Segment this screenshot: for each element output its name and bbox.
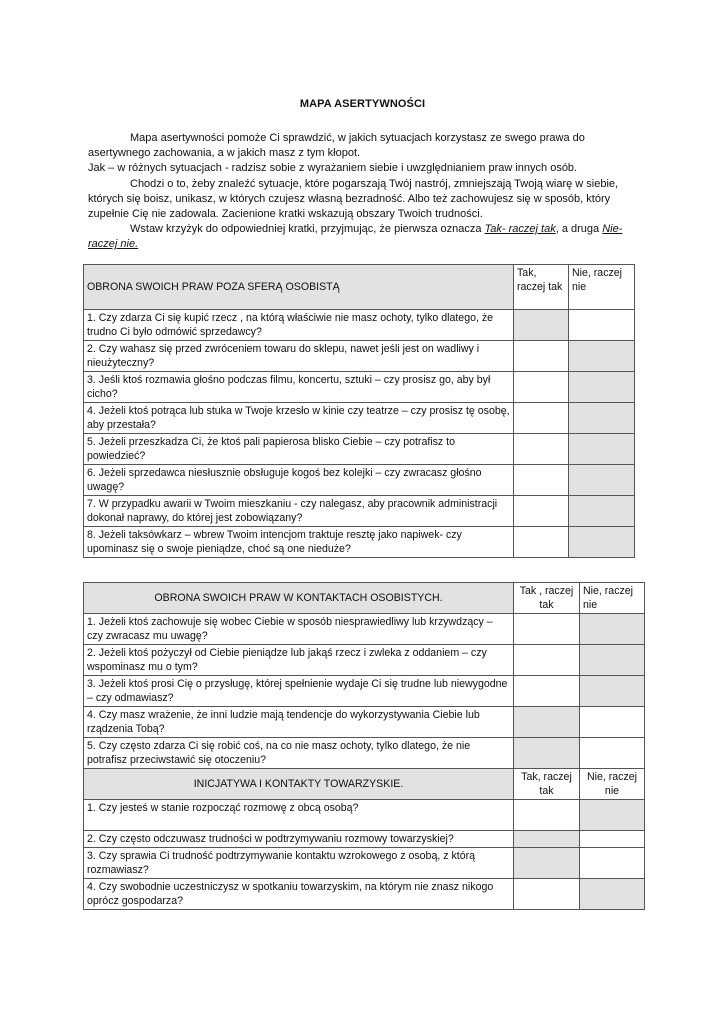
table-rights-outside-personal [83,264,635,558]
answer-yes-cell[interactable] [514,645,580,676]
answer-yes-cell[interactable] [514,879,580,910]
question-cell: 7. W przypadku awarii w Twoim mieszkaniu - czy nalegasz, aby pracownik administracji dokonał naprawy, do której jest zobowiązany? [84,496,514,527]
table-rights-personal-contacts [83,582,645,910]
table-row [84,831,645,848]
answer-yes-cell[interactable] [514,465,569,496]
table-row [84,879,645,910]
table-row [84,614,645,645]
answer-no-cell[interactable] [569,496,635,527]
question-cell: 4. Czy swobodnie uczestniczysz w spotkaniu towarzyskim, na którym nie znasz nikogo oprócz gospodarza? [84,879,514,910]
table-header-title: OBRONA SWOICH PRAW POZA SFERĄ OSOBISTĄ [84,265,514,310]
table-subheader-title: INICJATYWA I KONTAKTY TOWARZYSKIE. [84,769,514,800]
table-subheader-no: Nie, raczej nie [580,769,645,800]
table-header-no: Nie, raczej nie [569,265,635,310]
question-cell: 2. Jeżeli ktoś pożyczył od Ciebie pieniądze lub jakąś rzecz i zwleka z oddaniem – czy wspominasz mu o tym? [84,645,514,676]
question-cell: 1. Czy zdarza Ci się kupić rzecz , na którą właściwie nie masz ochoty, tylko dlatego, że trudno Ci było odmówić sprzedawcy? [84,310,514,341]
table-header-yes: Tak, raczej tak [514,265,569,310]
table-header-title: OBRONA SWOICH PRAW W KONTAKTACH OSOBISTYCH. [84,583,514,614]
answer-no-cell[interactable] [569,310,635,341]
answer-yes-cell[interactable] [514,403,569,434]
page-title: MAPA ASERTYWNOŚCI [299,98,426,110]
table-row [84,738,645,769]
table-subheader-row [84,769,645,800]
table-row [84,465,635,496]
answer-yes-cell[interactable] [514,434,569,465]
table-header-yes: Tak , raczej tak [514,583,580,614]
intro-paragraph-2: Jak – w różnych sytuacjach - radzisz sobie z wyrażaniem siebie i uwzględnianiem praw innych osób. [88,162,578,175]
answer-yes-cell[interactable] [514,310,569,341]
answer-no-cell[interactable] [580,738,645,769]
answer-yes-cell[interactable] [514,676,580,707]
table-row [84,310,635,341]
answer-yes-cell[interactable] [514,738,580,769]
intro-text [88,131,636,253]
table-row [84,527,635,558]
answer-yes-cell[interactable] [514,707,580,738]
intro-paragraph-4 [88,222,636,252]
table-row [84,676,645,707]
table-header-row [84,583,645,614]
table-row [84,848,645,879]
answer-yes-cell[interactable] [514,614,580,645]
answer-no-cell[interactable] [569,403,635,434]
answer-yes-cell[interactable] [514,848,580,879]
table-row [84,341,635,372]
answer-no-cell[interactable] [580,645,645,676]
answer-no-cell[interactable] [580,614,645,645]
question-cell: 1. Jeżeli ktoś zachowuje się wobec Ciebie w sposób niesprawiedliwy lub krzywdzący – czy zwracasz mu uwagę? [84,614,514,645]
answer-no-cell[interactable] [580,831,645,848]
question-cell: 2. Czy wahasz się przed zwróceniem towaru do sklepu, nawet jeśli jest on wadliwy i nieużyteczny? [84,341,514,372]
question-cell: 6. Jeżeli sprzedawca niesłusznie obsługuje kogoś bez kolejki – czy zwracasz głośno uwagę? [84,465,514,496]
answer-no-cell[interactable] [569,527,635,558]
answer-no-cell[interactable] [580,848,645,879]
question-cell: 5. Jeżeli przeszkadza Ci, że ktoś pali papierosa blisko Ciebie – czy potrafisz to powiedzieć? [84,434,514,465]
question-cell: 3. Jeżeli ktoś prosi Cię o przysługę, której spełnienie wydaje Ci się trudne lub niewygodne – czy odmawiasz? [84,676,514,707]
intro-paragraph-3: Chodzi o to, żeby znaleźć sytuacje, które pogarszają Twój nastrój, zmniejszają Twoją wiarę w siebie, których się boisz, unikasz, w których czujesz własną bezradność. Albo też zachowujesz się w sposób, który zupełnie Cię nie zadowala. Zacienione kratki wskazują obszary Twoich trudności. [88,177,619,221]
question-cell: 1. Czy jesteś w stanie rozpocząć rozmowę z obcą osobą? [84,800,514,831]
answer-no-cell[interactable] [580,676,645,707]
intro-p4-middle: , a druga [555,223,603,236]
table-header-no: Nie, raczej nie [580,583,645,614]
answer-no-cell[interactable] [569,434,635,465]
answer-no-cell[interactable] [569,341,635,372]
answer-no-cell[interactable] [580,879,645,910]
question-cell: 8. Jeżeli taksówkarz – wbrew Twoim intencjom traktuje resztę jako napiwek- czy upominasz się o swoje pieniądze, choć są one nieduże? [84,527,514,558]
intro-paragraph-1: Mapa asertywności pomoże Ci sprawdzić, w jakich sytuacjach korzystasz ze swego prawa do asertywnego zachowania, a w jakich masz z tym kłopot. [88,132,585,160]
table-row [84,800,645,831]
answer-yes-cell[interactable] [514,527,569,558]
table-row [84,496,635,527]
table-row [84,707,645,738]
question-cell: 2. Czy często odczuwasz trudności w podtrzymywaniu rozmowy towarzyskiej? [84,831,514,848]
intro-p4-nie: Nie- raczej nie. [88,223,623,251]
table-header-row [84,265,635,310]
answer-yes-cell[interactable] [514,372,569,403]
question-cell: 5. Czy często zdarza Ci się robić coś, na co nie masz ochoty, tylko dlatego, że nie potrafisz przeciwstawić się otoczeniu? [84,738,514,769]
question-cell: 4. Czy masz wrażenie, że inni ludzie mają tendencje do wykorzystywania Ciebie lub rządzenia Tobą? [84,707,514,738]
intro-p4-text: Wstaw krzyżyk do odpowiedniej kratki, przyjmując, że pierwsza oznacza [130,223,485,236]
answer-yes-cell[interactable] [514,341,569,372]
answer-no-cell[interactable] [569,465,635,496]
table-row [84,645,645,676]
table-row [84,403,635,434]
intro-p4-tak: Tak- raczej tak [484,223,556,236]
answer-no-cell[interactable] [580,800,645,831]
answer-yes-cell[interactable] [514,800,580,831]
table-subheader-yes: Tak, raczej tak [514,769,580,800]
table-row [84,434,635,465]
answer-no-cell[interactable] [580,707,645,738]
question-cell: 3. Czy sprawia Ci trudność podtrzymywanie kontaktu wzrokowego z osobą, z którą rozmawiasz? [84,848,514,879]
answer-no-cell[interactable] [569,372,635,403]
answer-yes-cell[interactable] [514,831,580,848]
question-cell: 4. Jeżeli ktoś potrąca lub stuka w Twoje krzesło w kinie czy teatrze – czy prosisz tę osobę, aby przestała? [84,403,514,434]
answer-yes-cell[interactable] [514,496,569,527]
question-cell: 3. Jeśli ktoś rozmawia głośno podczas filmu, koncertu, sztuki – czy prosisz go, aby był cicho? [84,372,514,403]
table-row [84,372,635,403]
